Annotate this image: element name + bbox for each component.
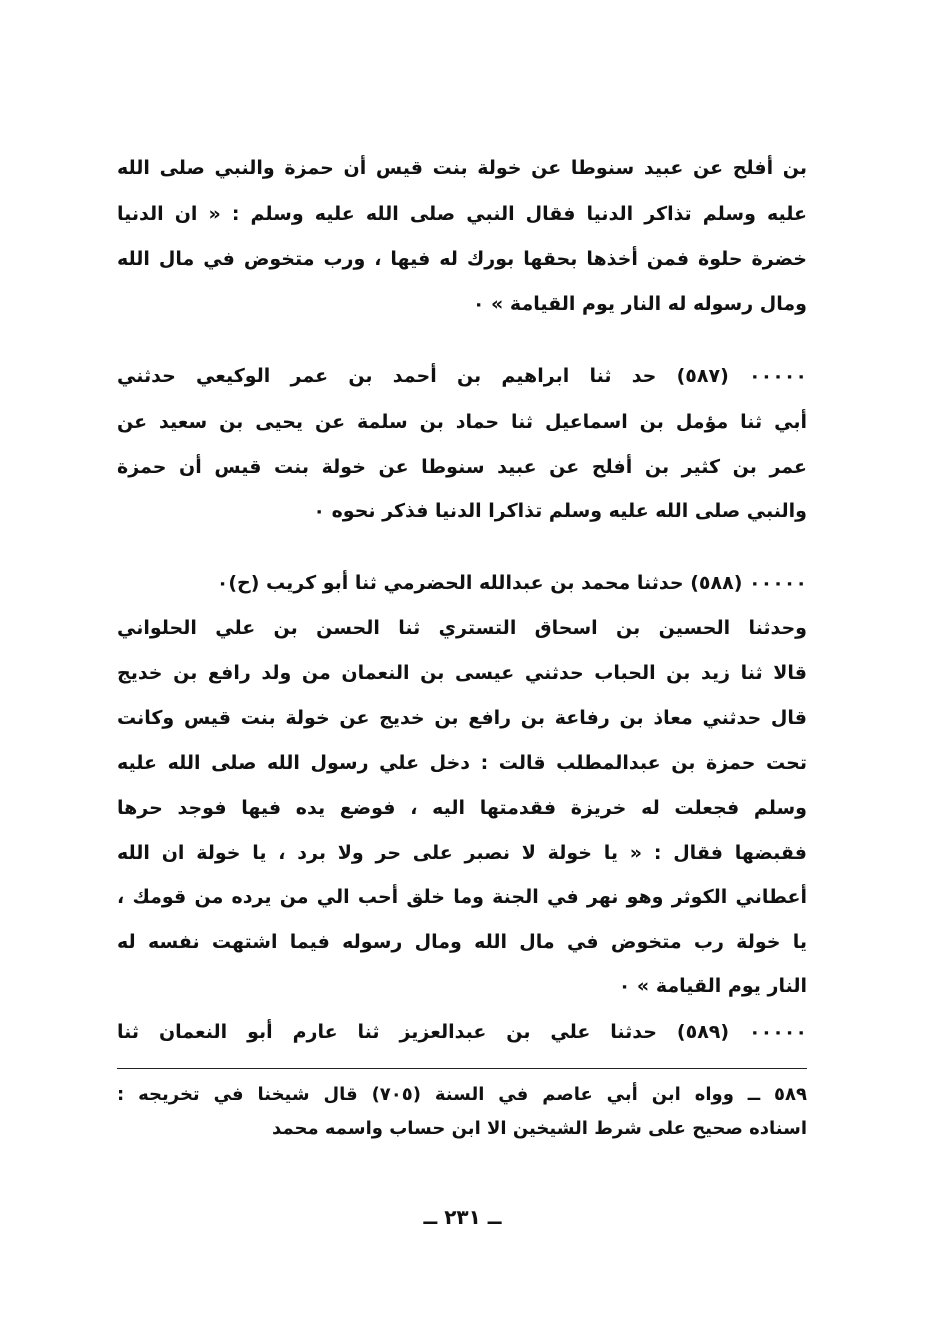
text-line: تحت حمزة بن عبدالمطلب قالت : دخل علي رسول الله صلى الله عليه xyxy=(117,752,807,774)
text-line: أعطاني الكوثر وهو نهر في الجنة وما خلق أحب الي من يرده من قومك ، xyxy=(117,886,807,908)
text-line: وسلم فجعلت له خريزة فقدمتها اليه ، فوضع يده فيها فوجد حرها xyxy=(117,797,807,819)
text-line: أبي ثنا مؤمل بن اسماعيل ثنا حماد بن سلمة عن يحيى بن سعيد عن xyxy=(117,411,807,433)
text-line: ومال رسوله له النار يوم القيامة » ٠ xyxy=(472,293,807,315)
text-line: يا خولة رب متخوض في مال الله ومال رسوله فيما اشتهت نفسه له xyxy=(117,931,807,953)
footnote-line: ٥٨٩ ــ وواه ابن أبي عاصم في السنة (٧٠٥) قال شيخنا في تخريجه : xyxy=(117,1084,807,1105)
page-number: ــ ٢٣١ ــ xyxy=(423,1205,502,1229)
text-line: وحدثنا الحسين بن اسحاق التستري ثنا الحسن بن علي الحلواني xyxy=(117,617,807,639)
text-line: قال حدثني معاذ بن رفاعة بن رافع بن خديج عن خولة بنت قيس وكانت xyxy=(117,707,807,729)
text-line: فقبضها فقال : « يا خولة لا نصبر على حر ولا برد ، يا خولة ان الله xyxy=(117,842,807,864)
footnote-separator xyxy=(117,1068,807,1069)
text-line: النار يوم القيامة » ٠ xyxy=(618,975,807,997)
footnote-line: اسناده صحيح على شرط الشيخين الا ابن حساب واسمه محمد xyxy=(272,1118,807,1139)
text-line: عمر بن كثير بن أفلح عن عبيد سنوطا عن خولة بنت قيس أن حمزة xyxy=(117,456,807,478)
hadith-587-heading: ٠٠٠٠٠ (٥٨٧) حد ثنا ابراهيم بن أحمد بن عمر الوكيعي حدثني xyxy=(117,365,807,387)
hadith-589-heading: ٠٠٠٠٠ (٥٨٩) حدثنا علي بن عبدالعزيز ثنا عارم أبو النعمان ثنا xyxy=(117,1021,807,1043)
text-line: والنبي صلى الله عليه وسلم تذاكرا الدنيا فذكر نحوه ٠ xyxy=(313,500,807,522)
text-line: خضرة حلوة فمن أخذها بحقها بورك له فيها ، ورب متخوض في مال الله xyxy=(117,248,807,270)
text-line: قالا ثنا زيد بن الحباب حدثني عيسى بن النعمان من ولد رافع بن خديج xyxy=(117,662,807,684)
hadith-588-heading: ٠٠٠٠٠ (٥٨٨) حدثنا محمد بن عبدالله الحضرمي ثنا أبو كريب (ح)٠ xyxy=(216,572,807,594)
text-line: عليه وسلم تذاكر الدنيا فقال النبي صلى الله عليه وسلم : « ان الدنيا xyxy=(117,203,807,225)
text-line: بن أفلح عن عبيد سنوطا عن خولة بنت قيس أن حمزة والنبي صلى الله xyxy=(117,157,807,179)
